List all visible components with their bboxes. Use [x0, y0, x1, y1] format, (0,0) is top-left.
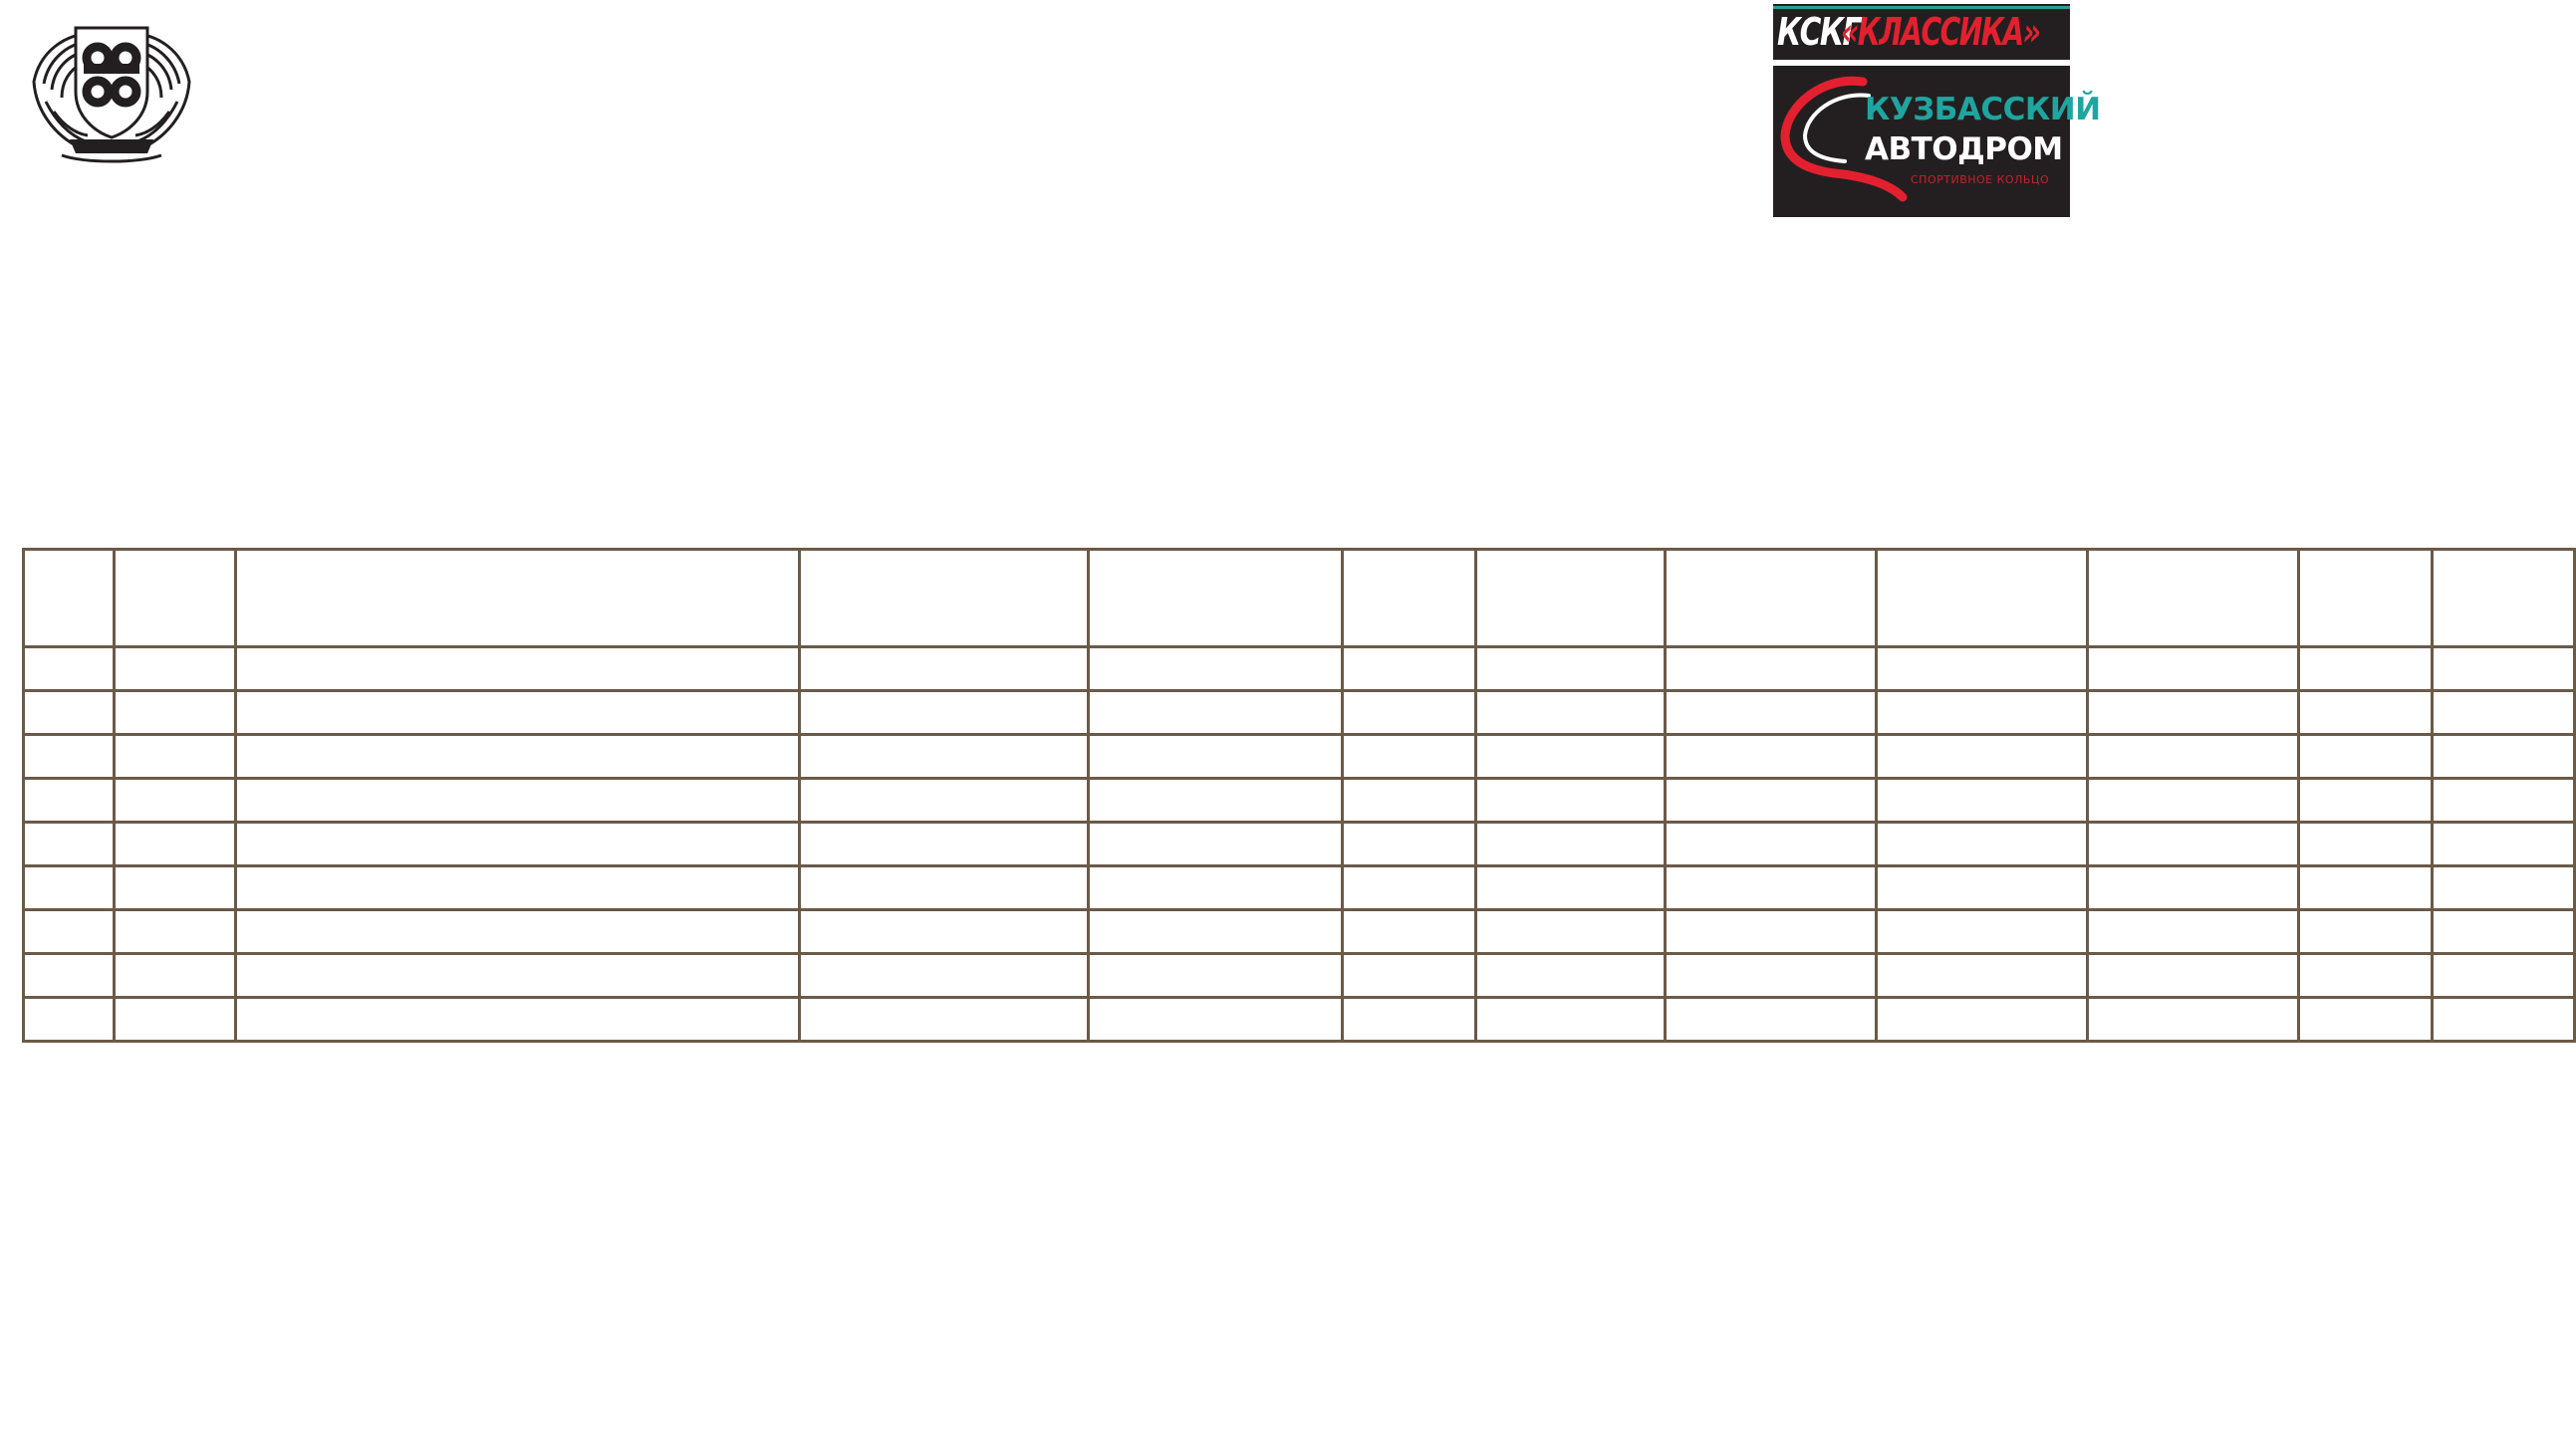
- table-cell: [2088, 954, 2299, 998]
- table-cell: [1476, 823, 1666, 866]
- table-cell: [2432, 735, 2574, 779]
- table-row: [24, 823, 2575, 866]
- table-cell: [799, 691, 1088, 735]
- table-cell: [1476, 779, 1666, 823]
- table-cell: [1088, 954, 1343, 998]
- table-cell: [1343, 823, 1476, 866]
- table-cell: [2432, 954, 2574, 998]
- brand-prefix: КСКГ: [1777, 10, 1860, 54]
- table-cell: [1666, 998, 1877, 1042]
- table-row: [24, 735, 2575, 779]
- table-cell: [2088, 779, 2299, 823]
- table-cell: [1476, 691, 1666, 735]
- table-cell: [2299, 735, 2433, 779]
- table-cell: [114, 910, 235, 954]
- table-cell: [1877, 735, 2088, 779]
- table-cell: [24, 910, 115, 954]
- table-cell: [114, 550, 235, 647]
- table-cell: [1877, 954, 2088, 998]
- table-cell: [24, 823, 115, 866]
- table-cell: [2432, 823, 2574, 866]
- table-cell: [2088, 550, 2299, 647]
- table-cell: [1476, 910, 1666, 954]
- table-cell: [24, 550, 115, 647]
- table-cell: [799, 779, 1088, 823]
- table-cell: [114, 954, 235, 998]
- table-cell: [1088, 691, 1343, 735]
- table-row: [24, 910, 2575, 954]
- table-cell: [2432, 550, 2574, 647]
- logo-line-1: КУЗБАССКИЙ: [1865, 92, 2101, 127]
- table-cell: [1476, 998, 1666, 1042]
- table-cell: [1877, 910, 2088, 954]
- table-cell: [1343, 954, 1476, 998]
- table-cell: [2432, 647, 2574, 691]
- table-cell: [114, 647, 235, 691]
- table-cell: [235, 823, 799, 866]
- table-cell: [1666, 691, 1877, 735]
- table-cell: [799, 647, 1088, 691]
- logo-line-2: АВТОДРОМ: [1865, 131, 2063, 167]
- table-cell: [2299, 866, 2433, 910]
- table-cell: [235, 779, 799, 823]
- table-header-row: [24, 550, 2575, 647]
- table-cell: [24, 735, 115, 779]
- table-cell: [24, 691, 115, 735]
- table-cell: [235, 954, 799, 998]
- table-cell: [1877, 550, 2088, 647]
- table-cell: [1476, 866, 1666, 910]
- table-cell: [1877, 647, 2088, 691]
- results-table: [22, 548, 2576, 1043]
- table-cell: [2088, 998, 2299, 1042]
- table-cell: [799, 550, 1088, 647]
- table-cell: [2432, 691, 2574, 735]
- table-cell: [1877, 823, 2088, 866]
- table-cell: [799, 735, 1088, 779]
- table-cell: [235, 691, 799, 735]
- table-cell: [1666, 910, 1877, 954]
- table-cell: [1088, 550, 1343, 647]
- table-row: [24, 998, 2575, 1042]
- table-cell: [114, 779, 235, 823]
- table-cell: [2088, 691, 2299, 735]
- table-cell: [1088, 998, 1343, 1042]
- table-cell: [24, 998, 115, 1042]
- table-cell: [1088, 866, 1343, 910]
- table-row: [24, 647, 2575, 691]
- table-cell: [2432, 779, 2574, 823]
- table-cell: [2299, 954, 2433, 998]
- table-cell: [2299, 550, 2433, 647]
- table-cell: [2299, 779, 2433, 823]
- table-cell: [1343, 735, 1476, 779]
- table-cell: [2299, 910, 2433, 954]
- table-cell: [799, 954, 1088, 998]
- table-cell: [1088, 910, 1343, 954]
- table-cell: [1343, 550, 1476, 647]
- table-cell: [1877, 779, 2088, 823]
- table-row: [24, 866, 2575, 910]
- table-cell: [1343, 691, 1476, 735]
- table-cell: [235, 735, 799, 779]
- table-cell: [1666, 550, 1877, 647]
- table-cell: [1343, 910, 1476, 954]
- table-cell: [1476, 735, 1666, 779]
- table-cell: [799, 998, 1088, 1042]
- table-cell: [2088, 823, 2299, 866]
- brand-name: «КЛАССИКА»: [1841, 10, 2040, 54]
- table-cell: [1666, 735, 1877, 779]
- brand-top-band: [1773, 4, 2070, 60]
- table-cell: [1343, 647, 1476, 691]
- table-cell: [1088, 647, 1343, 691]
- table-cell: [24, 647, 115, 691]
- table-cell: [114, 866, 235, 910]
- table-cell: [1666, 866, 1877, 910]
- table-cell: [1666, 647, 1877, 691]
- table-cell: [114, 998, 235, 1042]
- table-cell: [2299, 647, 2433, 691]
- table-cell: [2088, 647, 2299, 691]
- table-cell: [1343, 779, 1476, 823]
- table-cell: [2088, 735, 2299, 779]
- table-cell: [1877, 691, 2088, 735]
- partner-logo: [1773, 4, 2101, 217]
- table-cell: [799, 866, 1088, 910]
- table-cell: [1877, 866, 2088, 910]
- table-cell: [1088, 779, 1343, 823]
- table-cell: [1476, 550, 1666, 647]
- brand-top-stripe: [1773, 6, 2070, 9]
- table-row: [24, 691, 2575, 735]
- table-cell: [114, 823, 235, 866]
- table-cell: [2299, 691, 2433, 735]
- table-cell: [235, 910, 799, 954]
- table-cell: [24, 866, 115, 910]
- table-cell: [2299, 823, 2433, 866]
- table-cell: [235, 998, 799, 1042]
- table-cell: [1666, 779, 1877, 823]
- table-cell: [1476, 954, 1666, 998]
- table-cell: [1476, 647, 1666, 691]
- logo-tagline: СПОРТИВНОЕ КОЛЬЦО: [1911, 173, 2050, 186]
- table-cell: [235, 647, 799, 691]
- table-cell: [24, 779, 115, 823]
- table-cell: [2088, 910, 2299, 954]
- table-cell: [799, 823, 1088, 866]
- table-cell: [24, 954, 115, 998]
- table-cell: [2299, 998, 2433, 1042]
- table-cell: [1088, 735, 1343, 779]
- table-cell: [2432, 998, 2574, 1042]
- table-cell: [2432, 866, 2574, 910]
- table-row: [24, 779, 2575, 823]
- table-cell: [1343, 866, 1476, 910]
- table-cell: [1666, 823, 1877, 866]
- table-cell: [114, 735, 235, 779]
- table-cell: [1877, 998, 2088, 1042]
- table-cell: [799, 910, 1088, 954]
- table-cell: [1088, 823, 1343, 866]
- table-cell: [114, 691, 235, 735]
- table-cell: [2088, 866, 2299, 910]
- table-cell: [1666, 954, 1877, 998]
- club-emblem-icon: [26, 12, 197, 165]
- table-row: [24, 954, 2575, 998]
- table-cell: [235, 550, 799, 647]
- table-cell: [235, 866, 799, 910]
- table-cell: [2432, 910, 2574, 954]
- table-cell: [1343, 998, 1476, 1042]
